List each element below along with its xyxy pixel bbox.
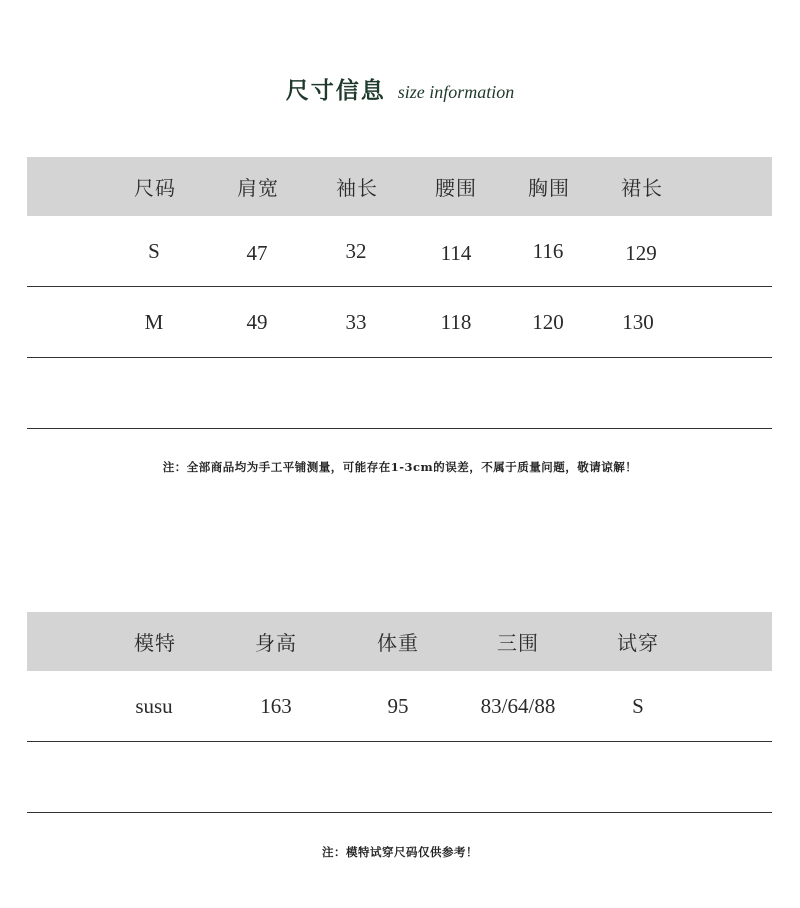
header-height: 身高 — [255, 631, 297, 655]
header-tried-size: 试穿 — [617, 631, 659, 655]
cell-weight: 95 — [387, 693, 409, 718]
cell-length: 129 — [625, 240, 657, 265]
header-length: 裙长 — [621, 176, 663, 200]
table-row-empty — [27, 742, 772, 813]
size-table-header — [27, 157, 772, 216]
cell-length: 130 — [622, 309, 654, 334]
cell-height: 163 — [260, 693, 292, 718]
model-table-header — [27, 612, 772, 671]
cell-bust: 120 — [532, 309, 564, 334]
cell-bust: 116 — [532, 238, 564, 263]
header-size: 尺码 — [134, 176, 176, 200]
size-note: 注：全部商品均为手工平铺测量，可能存在1-3cm的误差，不属于质量问题，敬请谅解！ — [162, 460, 638, 474]
header-model: 模特 — [134, 631, 176, 655]
table-row — [27, 216, 772, 287]
title-english: size information — [397, 82, 515, 102]
cell-sleeve: 33 — [345, 309, 367, 334]
header-shoulder: 肩宽 — [237, 176, 279, 200]
cell-measurements: 83/64/88 — [480, 693, 556, 718]
table-row — [27, 287, 772, 358]
header-sleeve: 袖长 — [336, 176, 378, 200]
model-table — [27, 612, 772, 813]
table-row-empty — [27, 358, 772, 429]
cell-sleeve: 32 — [345, 238, 367, 263]
page-title — [0, 72, 800, 105]
header-weight: 体重 — [377, 631, 419, 655]
cell-size: S — [148, 238, 160, 263]
header-waist: 腰围 — [435, 176, 477, 200]
size-table — [27, 157, 772, 429]
cell-waist: 118 — [440, 309, 472, 334]
header-measurements: 三围 — [497, 631, 539, 655]
cell-size: M — [144, 309, 164, 334]
cell-shoulder: 49 — [246, 309, 268, 334]
table-row — [27, 671, 772, 742]
cell-tried-size: S — [632, 693, 644, 718]
cell-waist: 114 — [440, 240, 472, 265]
model-note: 注：模特试穿尺码仅供参考！ — [322, 845, 478, 859]
cell-shoulder: 47 — [246, 240, 268, 265]
title-chinese: 尺寸信息 — [285, 77, 386, 104]
header-bust: 胸围 — [528, 176, 570, 200]
cell-model-name: susu — [135, 693, 173, 718]
